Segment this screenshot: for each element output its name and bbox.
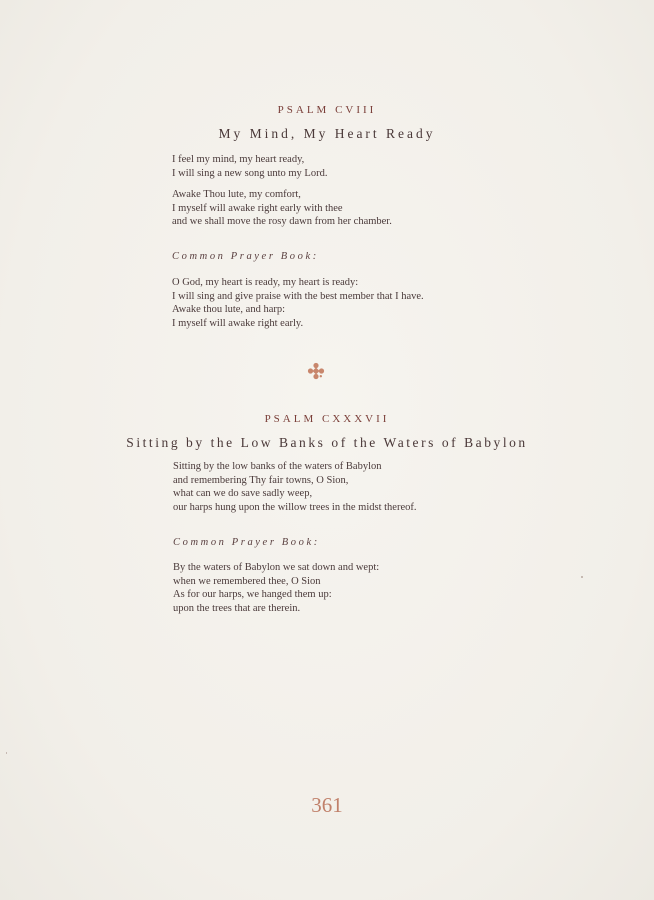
verse-line: Awake Thou lute, my comfort, [172, 189, 301, 200]
verse-line: I myself will awake right early. [172, 317, 304, 329]
source-label: Common Prayer Book: [172, 251, 319, 262]
verse-stanza [173, 460, 417, 514]
psalm-title: Sitting by the Low Banks of the Waters of Babylon [126, 435, 528, 450]
verse-line: and remembering Thy fair towns, O Sion, [173, 474, 349, 486]
source-stanza [173, 561, 379, 615]
verse-stanza [172, 153, 327, 180]
page-number: 361 [311, 793, 343, 817]
verse-line: By the waters of Babylon we sat down and wept: [173, 562, 380, 573]
verse-line: I will sing and give praise with the best member that I have. [172, 290, 424, 302]
verse-line: I myself will awake right early with thee [172, 202, 343, 214]
verse-line: upon the trees that are therein. [173, 602, 301, 614]
verse-line: I will sing a new song unto my Lord. [172, 167, 328, 179]
paper-speck [581, 576, 583, 578]
verse-stanza [172, 188, 392, 229]
verse-line: I feel my mind, my heart ready, [172, 154, 305, 165]
paper-speck [6, 752, 7, 754]
source-label: Common Prayer Book: [173, 537, 320, 548]
verse-line: Sitting by the low banks of the waters of Babylon [173, 461, 382, 472]
verse-line: As for our harps, we hanged them up: [173, 589, 332, 600]
verse-line: our harps hung upon the willow trees in the midst thereof. [173, 501, 417, 513]
psalm-heading: PSALM CXXXVII [264, 413, 390, 425]
verse-line: Awake thou lute, and harp: [172, 304, 286, 315]
fleuron-icon [307, 362, 325, 380]
source-stanza [172, 276, 424, 330]
psalm-title: My Mind, My Heart Ready [218, 126, 436, 141]
psalm-heading: PSALM CVIII [277, 104, 377, 116]
verse-line: when we remembered thee, O Sion [173, 575, 321, 587]
verse-line: O God, my heart is ready, my heart is ready: [172, 277, 359, 288]
verse-line: and we shall move the rosy dawn from her chamber. [172, 216, 392, 227]
verse-line: what can we do save sadly weep, [173, 488, 313, 499]
